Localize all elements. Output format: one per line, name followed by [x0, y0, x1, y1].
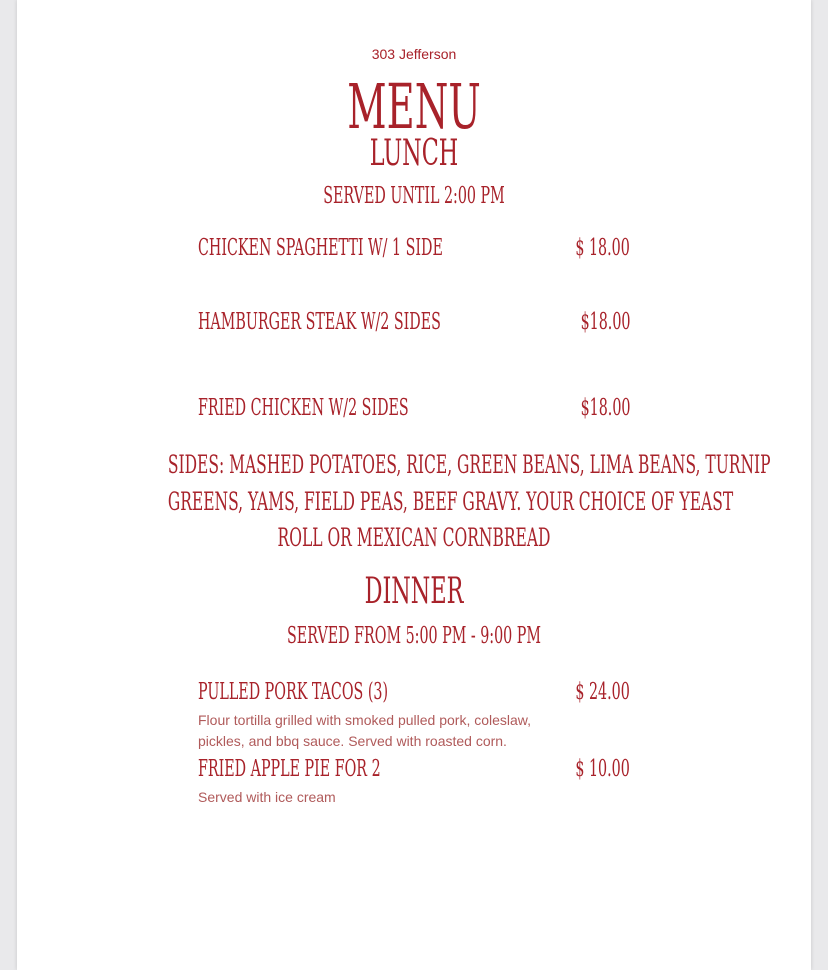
dinner-item-name: PULLED PORK TACOS (3)	[198, 679, 389, 705]
dinner-item-name: FRIED APPLE PIE FOR 2	[198, 756, 381, 782]
dinner-item-price: $ 10.00	[575, 756, 630, 782]
sides-line: ROLL OR MEXICAN CORNBREAD	[277, 523, 551, 552]
dinner-item-description: Served with ice cream	[198, 789, 336, 805]
lunch-heading: LUNCH	[369, 133, 459, 174]
dinner-item-description: Flour tortilla grilled with smoked pulled pork, coleslaw, pickles, and bbq sauce. Served with roasted corn.	[198, 712, 532, 749]
dinner-served-hours: SERVED FROM 5:00 PM - 9:00 PM	[287, 623, 541, 649]
lunch-item-name: FRIED CHICKEN W/2 SIDES	[198, 395, 409, 421]
dinner-item-price: $ 24.00	[575, 679, 630, 705]
lunch-item-price: $18.00	[580, 309, 630, 335]
lunch-item-price: $ 18.00	[575, 235, 630, 261]
dinner-heading: DINNER	[364, 571, 464, 612]
menu-page	[17, 0, 811, 970]
lunch-item-price: $18.00	[580, 395, 630, 421]
restaurant-address: 303 Jefferson	[371, 46, 457, 62]
lunch-item-name: CHICKEN SPAGHETTI W/ 1 SIDE	[198, 235, 443, 261]
menu-title: MENU	[347, 70, 481, 143]
sides-line: SIDES: MASHED POTATOES, RICE, GREEN BEANS, LIMA BEANS, TURNIP	[167, 450, 771, 479]
lunch-served-hours: SERVED UNTIL 2:00 PM	[323, 183, 505, 209]
sides-line: GREENS, YAMS, FIELD PEAS, BEEF GRAVY. YOUR CHOICE OF YEAST	[167, 487, 734, 516]
lunch-item-name: HAMBURGER STEAK W/2 SIDES	[198, 309, 441, 335]
